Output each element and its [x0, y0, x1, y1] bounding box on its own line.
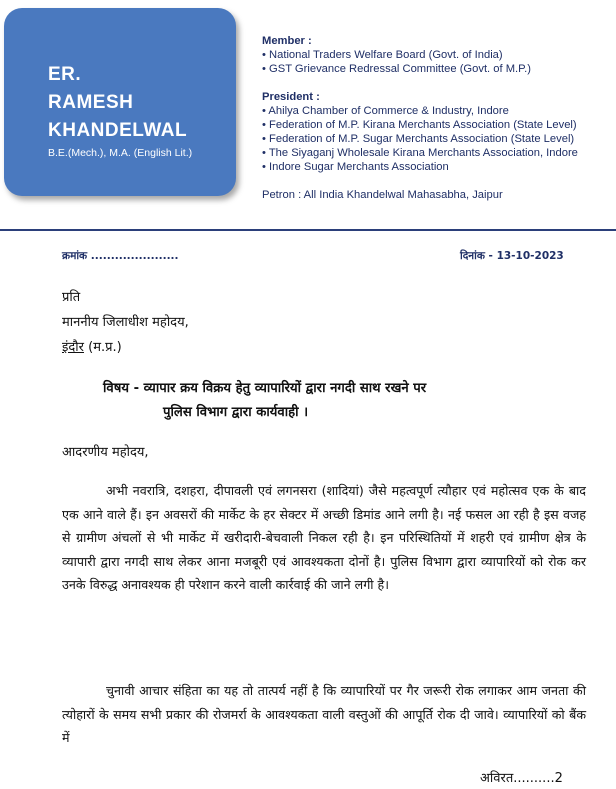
address-prati: प्रति	[62, 290, 81, 305]
name-first: RAMESH	[48, 92, 134, 113]
member-item: • National Traders Welfare Board (Govt. of India)	[262, 48, 614, 62]
subject-line-2: पुलिस विभाग द्वारा कार्यवाही ।	[163, 405, 309, 420]
member-list	[262, 48, 614, 76]
address-city-line	[62, 337, 122, 355]
letter-date: दिनांक - 13-10-2023	[460, 250, 564, 262]
president-item: • Federation of M.P. Sugar Merchants Association (State Level)	[262, 132, 614, 146]
header-divider	[0, 229, 616, 231]
salutation: आदरणीय महोदय,	[62, 445, 149, 460]
roles-block	[262, 34, 614, 202]
reference-number: क्रमांक ......................	[62, 250, 179, 262]
address-recipient: माननीय जिलाधीश महोदय,	[62, 315, 189, 330]
president-item: • Ahilya Chamber of Commerce & Industry, Indore	[262, 104, 614, 118]
president-heading: President :	[262, 91, 320, 103]
paragraph-1: अभी नवरात्रि, दशहरा, दीपावली एवं लगनसरा (शादियां) जैसे महत्वपूर्ण त्यौहार एवं महोत्सव एक के बाद एक आने वाले हैं। इन अवसरों की मार्केट के हर सेक्टर में अच्छी डिमांड आने लगी है। नई फसल आ रही है इस वजह से ग्रामीण अंचलों से भी मार्केट में खरीदारी-बेचवाली निकल रही है। इन परिस्थितियों में शहरी एवं ग्रामीण क्षेत्र के व्यापारी द्वारा नगदी साथ लेकर आना मजबूरी एवं आवश्यकता दोनों है। पुलिस विभाग द्वारा व्यापारियों को रोक कर उनके विरुद्ध अनावश्यक ही परेशान करने वाली कार्रवाई की जाने लगी है।	[62, 483, 586, 593]
address-state: (म.प्र.)	[83, 340, 122, 355]
member-heading: Member :	[262, 35, 312, 47]
name-last: KHANDELWAL	[48, 120, 188, 141]
paragraph-2: चुनावी आचार संहिता का यह तो तात्पर्य नहीं है कि व्यापारियों पर गैर जरूरी रोक लगाकर आम जनता की त्योहारों के समय सभी प्रकार की रोजमर्रा के आवश्यकता वाली वस्तुओं की आपूर्ति रोक दी जावे। व्यापारियों को बैंक में	[62, 683, 586, 746]
address-city: इंदौर	[62, 340, 84, 355]
president-item: • Indore Sugar Merchants Association	[262, 160, 614, 174]
degrees: B.E.(Mech.), M.A. (English Lit.)	[48, 147, 193, 159]
president-item: • The Siyaganj Wholesale Kirana Merchants Association, Indore	[262, 146, 614, 160]
president-item: • Federation of M.P. Kirana Merchants Association (State Level)	[262, 118, 614, 132]
petron-line: Petron : All India Khandelwal Mahasabha, Jaipur	[262, 189, 503, 201]
name-box	[4, 8, 236, 196]
name-title: ER.	[48, 64, 82, 85]
member-item: • GST Grievance Redressal Committee (Govt. of M.P.)	[262, 62, 614, 76]
continued-marker: अविरत..........2	[480, 771, 563, 786]
subject	[103, 377, 593, 425]
subject-line-1: विषय - व्यापार क्रय विक्रय हेतु व्यापारियों द्वारा नगदी साथ रखने पर	[103, 381, 427, 396]
president-list	[262, 104, 614, 174]
